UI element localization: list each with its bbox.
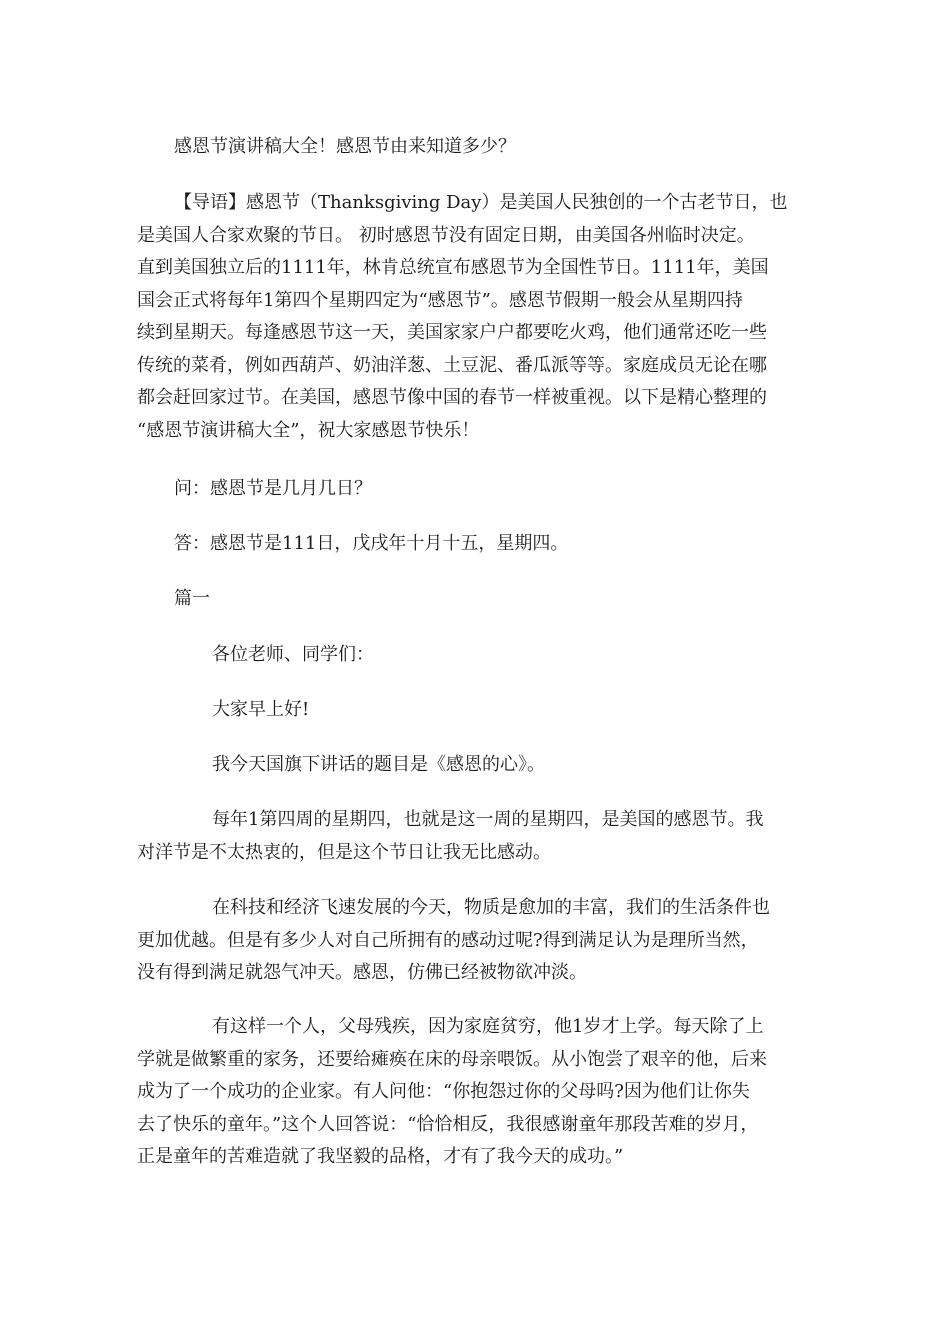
paragraph-line: 有这样一个人，父母残疾，因为家庭贫穷，他1岁才上学。每天除了上 (212, 1016, 764, 1037)
paragraph-2 (137, 892, 813, 990)
greeting: 各位老师、同学们： (212, 644, 374, 665)
intro-line: 都会赶回家过节。在美国，感恩节像中国的春节一样被重视。以下是精心整理的 (137, 387, 767, 408)
intro-line: 是美国人合家欢聚的节日。 初时感恩节没有固定日期，由美国各州临时决定。 (137, 224, 755, 246)
intro-paragraph (137, 187, 813, 447)
intro-line: 【导语】感恩节（Thanksgiving Day）是美国人民独创的一个古老节日，也 (174, 192, 788, 213)
paragraph-line: 在科技和经济飞速发展的今天，物质是愈加的丰富，我们的生活条件也 (212, 897, 770, 918)
intro-line: 国会正式将每年1第四个星期四定为“感恩节”。感恩节假期一般会从星期四持 (137, 289, 743, 311)
speech-topic: 我今天国旗下讲话的题目是《感恩的心》。 (212, 754, 545, 775)
document-title: 感恩节演讲稿大全！感恩节由来知道多少？ (174, 136, 516, 157)
answer: 答：感恩节是111日，戊戌年十月十五，星期四。 (174, 533, 569, 554)
paragraph-line: 去了快乐的童年。”这个人回答说：“恰恰相反，我很感谢童年那段苦难的岁月， (137, 1113, 759, 1135)
paragraph-line: 每年1第四周的星期四，也就是这一周的星期四，是美国的感恩节。我 (212, 809, 764, 830)
paragraph-line: 没有得到满足就怨气冲天。感恩，仿佛已经被物欲冲淡。 (137, 962, 587, 983)
paragraph-line: 更加优越。但是有多少人对自己所拥有的感动过呢?得到满足认为是理所当然， (137, 929, 759, 951)
paragraph-line: 成为了一个成功的企业家。有人问他：“你抱怨过你的父母吗?因为他们让你失 (137, 1081, 750, 1102)
section-heading: 篇一 (174, 588, 210, 609)
intro-line: 直到美国独立后的1111年，林肯总统宣布感恩节为全国性节日。1111年，美国 (137, 257, 769, 278)
paragraph-line: 对洋节是不太热衷的，但是这个节日让我无比感动。 (137, 841, 551, 863)
intro-line: “感恩节演讲稿大全”，祝大家感恩节快乐！ (137, 419, 480, 441)
paragraph-line: 学就是做繁重的家务，还要给瘫痪在床的母亲喂饭。从小饱尝了艰辛的他，后来 (137, 1048, 767, 1070)
paragraph-line: 正是童年的苦难造就了我坚毅的品格，才有了我今天的成功。” (137, 1146, 624, 1167)
paragraph-3 (137, 1011, 813, 1174)
intro-line: 传统的菜肴，例如西葫芦、奶油洋葱、土豆泥、番瓜派等等。家庭成员无论在哪 (137, 354, 767, 376)
intro-line: 续到星期天。每逢感恩节这一天，美国家家户户都要吃火鸡，他们通常还吃一些 (137, 322, 767, 343)
question: 问：感恩节是几月几日？ (174, 478, 372, 499)
morning-greeting: 大家早上好! (212, 699, 310, 720)
paragraph-1 (137, 804, 813, 869)
